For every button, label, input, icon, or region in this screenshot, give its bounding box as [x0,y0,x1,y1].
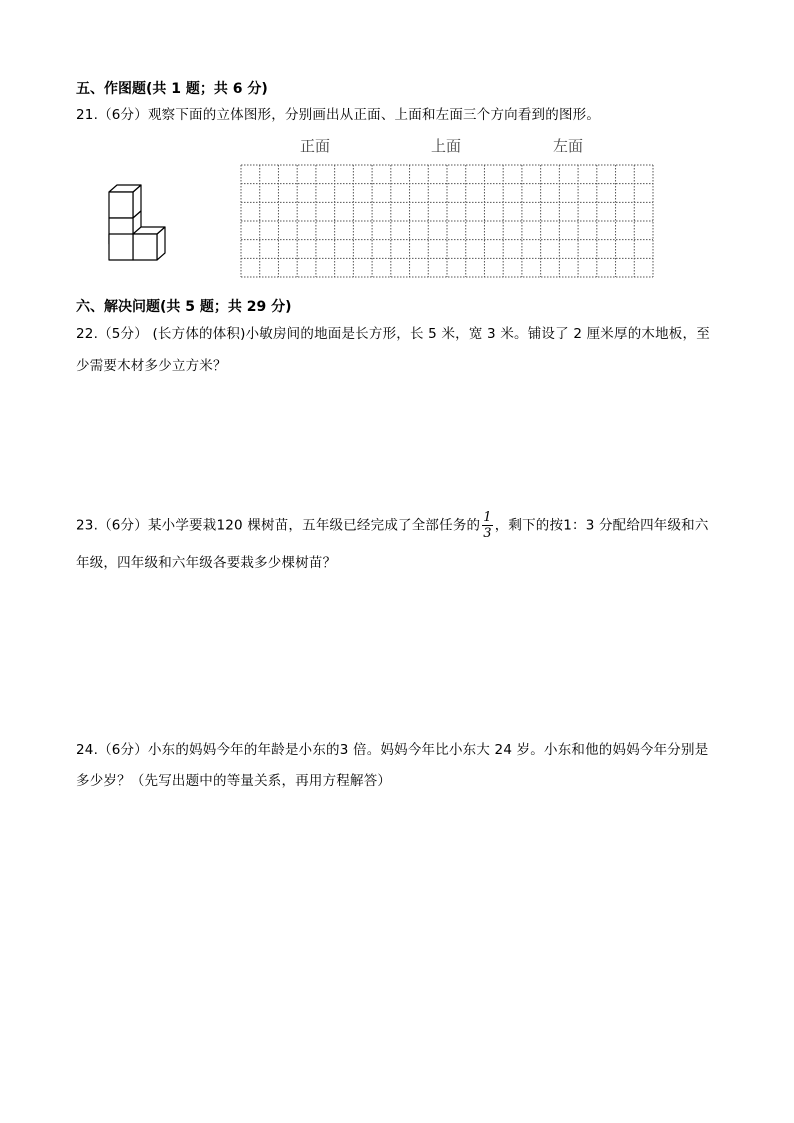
question-22-line1: 22.（5分） (长方体的体积)小敏房间的地面是长方形，长 5 米，宽 3 米。铺设了 2 厘米厚的木地板，至 [76,326,710,342]
question-23-text-before: 23.（6分）某小学要栽120 棵树苗，五年级已经完成了全部任务的 [76,517,481,534]
question-23-text-after: ，剩下的按1：3 分配给四年级和六 [494,517,709,534]
question-24-line1: 24.（6分）小东的妈妈今年的年龄是小东的3 倍。妈妈今年比小东大 24 岁。小东和他的妈妈今年分别是 [76,742,709,758]
section-title-problems: 六、解决问题(共 5 题；共 29 分) [76,299,292,315]
fraction-denominator: 3 [483,526,492,541]
fraction-one-third [482,511,492,540]
section-title-drawing: 五、作图题(共 1 题；共 6 分) [76,81,268,97]
question-22-line2: 少需要木材多少立方米？ [76,358,227,374]
question-23-line1 [76,511,709,540]
question-21-text: 21.（6分）观察下面的立体图形，分别画出从正面、上面和左面三个方向看到的图形。 [76,107,601,123]
question-23-line2: 年级，四年级和六年级各要栽多少棵树苗？ [76,555,337,571]
label-front-view: 正面 [300,137,331,155]
fraction-numerator: 1 [483,510,492,525]
cube-figure [100,176,180,262]
drawing-grid[interactable] [239,163,655,279]
label-left-view: 左面 [553,137,584,155]
question-24-line2: 多少岁？（先写出题中的等量关系，再用方程解答） [76,773,392,789]
label-top-view: 上面 [431,137,462,155]
